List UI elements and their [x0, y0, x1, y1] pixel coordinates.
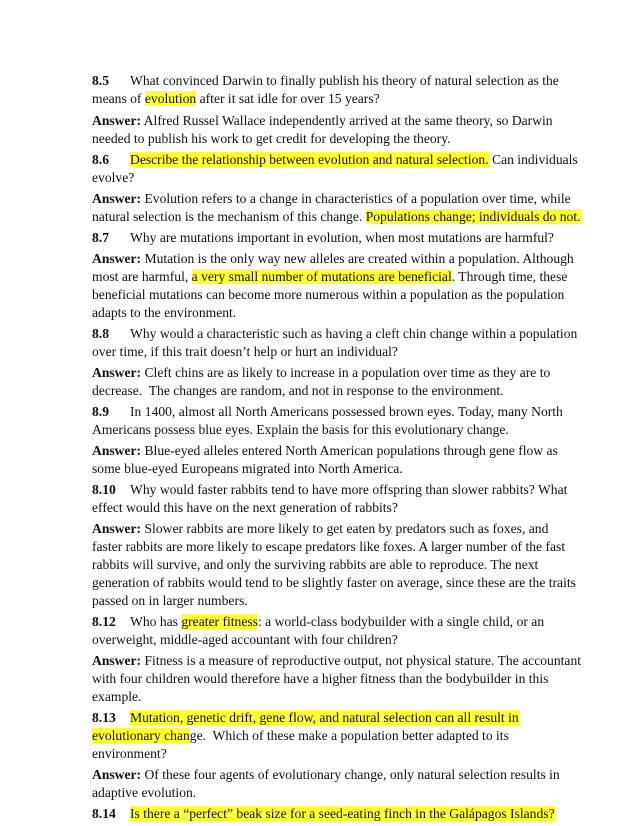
text-segment: evolve? — [92, 170, 135, 185]
text-line — [92, 131, 544, 147]
text-segment: Can individuals — [488, 152, 578, 167]
answer-label: Answer: — [92, 113, 142, 128]
text-line — [92, 575, 576, 591]
highlighted-text: evolution — [144, 91, 197, 106]
question-number: 8.12 — [92, 614, 116, 629]
text-line — [92, 767, 560, 783]
text-segment: : a world-class bodybuilder with a single child, or an — [257, 614, 545, 629]
text-line — [92, 422, 544, 438]
text-segment: Why are mutations important in evolution, when most mutations are harmful? — [130, 230, 554, 245]
text-line — [92, 500, 544, 516]
answer-label: Answer: — [92, 521, 142, 536]
text-line — [92, 728, 544, 744]
text-segment: Who has — [130, 614, 182, 629]
highlighted-text: a very small number of mutations are beneficial — [191, 269, 452, 284]
text-line — [92, 653, 582, 669]
text-segment: beneficial mutations can become more numerous within a population as the population — [92, 287, 565, 302]
text-segment: adaptive evolution. — [92, 785, 197, 800]
text-line — [92, 689, 544, 705]
text-segment: ge. Which of these make a population better adapted to its — [189, 728, 509, 743]
question-line — [92, 73, 559, 89]
answer-label: Answer: — [92, 443, 142, 458]
question-number: 8.8 — [92, 326, 109, 341]
text-segment: generation of rabbits would tend to be slightly faster on average, since these are the traits — [92, 575, 576, 590]
text-line — [92, 671, 549, 687]
question-line — [92, 614, 544, 630]
text-segment: Evolution refers to a change in characteristics of a population over time, while — [141, 191, 571, 206]
highlighted-text: Mutation, genetic drift, gene flow, and natural selection can all result in — [130, 710, 519, 725]
highlighted-text: evolutionary chan — [92, 728, 190, 743]
text-segment: Mutation is the only way new alleles are created within a population. Although — [141, 251, 574, 266]
text-segment: Cleft chins are as likely to increase in a population over time as they are to — [141, 365, 551, 380]
text-segment: needed to publish his work to get credit for developing the theory. — [92, 131, 451, 146]
text-line — [92, 746, 544, 762]
text-line — [92, 443, 558, 459]
highlighted-text: Describe the relationship between evolution and natural selection. — [130, 152, 489, 167]
text-segment: Fitness is a measure of reproductive output, not physical stature. The accountant — [141, 653, 582, 668]
text-segment: adapts to the environment. — [92, 305, 237, 320]
text-segment: What convinced Darwin to finally publish his theory of natural selection as the — [130, 73, 559, 88]
text-segment: decrease. The changes are random, and not in response to the environment. — [92, 383, 504, 398]
text-segment: over time, if this trait doesn’t help or hurt an individual? — [92, 344, 398, 359]
text-segment: with four children would therefore have a higher fitness than the bodybuilder in this — [92, 671, 549, 686]
text-line — [92, 251, 574, 267]
text-segment: Of these four agents of evolutionary change, only natural selection results in — [141, 767, 560, 782]
text-segment: environment? — [92, 746, 167, 761]
answer-label: Answer: — [92, 251, 142, 266]
question-number: 8.13 — [92, 710, 116, 725]
text-segment: In 1400, almost all North Americans possessed brown eyes. Today, many North — [130, 404, 563, 419]
text-segment: Americans possess blue eyes. Explain the basis for this evolutionary change. — [92, 422, 509, 437]
answer-label: Answer: — [92, 365, 142, 380]
question-number: 8.10 — [92, 482, 116, 497]
text-segment: passed on in larger numbers. — [92, 593, 248, 608]
question-number: 8.14 — [92, 806, 116, 821]
text-segment: Why would faster rabbits tend to have more offspring than slower rabbits? What — [130, 482, 568, 497]
question-number: 8.6 — [92, 152, 109, 167]
text-segment: Why would a characteristic such as having a cleft chin change within a population — [130, 326, 578, 341]
question-line — [92, 230, 554, 246]
text-segment: most are harmful, — [92, 269, 192, 284]
text-line — [92, 113, 553, 129]
text-segment: effect would this have on the next generation of rabbits? — [92, 500, 398, 515]
text-segment: Blue-eyed alleles entered North American populations through gene flow as — [141, 443, 558, 458]
question-number: 8.7 — [92, 230, 109, 245]
text-segment: faster rabbits are more likely to escape predators like foxes. A larger number of the fast — [92, 539, 566, 554]
text-line — [92, 632, 544, 648]
text-line — [92, 521, 549, 537]
text-segment: Slower rabbits are more likely to get eaten by predators such as foxes, and — [141, 521, 549, 536]
text-line — [92, 170, 544, 186]
question-number: 8.5 — [92, 73, 109, 88]
text-segment: means of — [92, 91, 145, 106]
question-line — [92, 404, 563, 420]
text-segment: some blue-eyed Europeans migrated into North America. — [92, 461, 403, 476]
text-line — [92, 593, 544, 609]
text-line — [92, 269, 568, 285]
text-segment: after it sat idle for over 15 years? — [196, 91, 380, 106]
text-line — [92, 539, 566, 555]
text-segment: Alfred Russel Wallace independently arrived at the same theory, so Darwin — [141, 113, 553, 128]
highlighted-text: Is there a “perfect” beak size for a seed-eating finch in the Galápagos Islands? — [130, 806, 555, 821]
text-segment: natural selection is the mechanism of this change. — [92, 209, 366, 224]
answer-label: Answer: — [92, 767, 142, 782]
text-line — [92, 191, 571, 207]
text-line — [92, 785, 544, 801]
question-line — [92, 806, 555, 822]
question-line — [92, 326, 578, 342]
text-line — [92, 209, 581, 225]
text-line — [92, 305, 544, 321]
text-line — [92, 344, 544, 360]
text-line — [92, 91, 544, 107]
answer-label: Answer: — [92, 653, 142, 668]
text-segment: overweight, middle-aged accountant with four children? — [92, 632, 398, 647]
answer-label: Answer: — [92, 191, 142, 206]
question-line — [92, 710, 544, 726]
text-segment: . Through time, these — [451, 269, 568, 284]
highlighted-text: Populations change; individuals do not. — [365, 209, 581, 224]
text-line — [92, 287, 565, 303]
question-line — [92, 152, 578, 168]
text-segment: example. — [92, 689, 142, 704]
text-line — [92, 365, 551, 381]
question-line — [92, 482, 568, 498]
highlighted-text: greater fitness — [181, 614, 258, 629]
text-line — [92, 461, 544, 477]
text-line — [92, 383, 544, 399]
question-number: 8.9 — [92, 404, 109, 419]
text-segment: rabbits will survive, and only the surviving rabbits are able to reproduce. The next — [92, 557, 539, 572]
text-line — [92, 557, 544, 573]
